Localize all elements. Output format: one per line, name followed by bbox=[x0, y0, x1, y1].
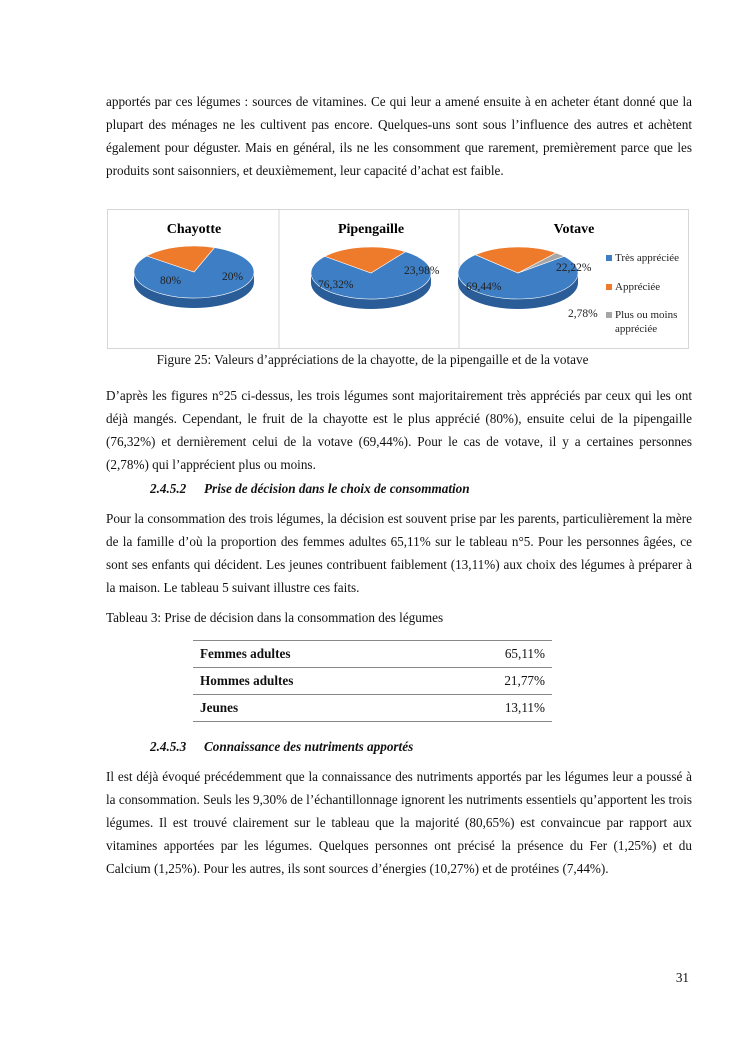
legend-label-appreciee: Appréciée bbox=[615, 281, 661, 293]
section-title: Connaissance des nutriments apportés bbox=[204, 739, 414, 754]
section-heading-decision bbox=[150, 481, 470, 497]
paragraph-decision: Pour la consommation des trois légumes, la décision est souvent prise par les parents, particulièrement la mère de la famille d’où la proportion des femmes adultes 65,11% sur le tableau n°5. Pour les personnes âgées, ce sont ses enfants qui décident. Les jeunes contribuent faiblement (13,11%) aux choix des légumes à préparer à la maison. Le tableau 5 suivant illustre ces faits. bbox=[106, 511, 692, 595]
table-caption: Tableau 3: Prise de décision dans la consommation des légumes bbox=[106, 610, 444, 625]
votave-title: Votave bbox=[553, 222, 595, 237]
pie-charts-figure bbox=[107, 209, 689, 349]
paragraph-nutriments: Il est déjà évoqué précédemment que la connaissance des nutriments apportés par les légumes leur a poussé à la consommation. Seuls les 9,30% de l’échantillonnage ignorent les nutriments essentiels qu’apportent les trois légumes. Il est trouvé clairement sur le tableau que la majorité (80,65%) est convaincue par rapport aux vitamines apportées par les légumes. Quelques personnes ont précisé la présence du Fer (1,25%) et du Calcium (1,25%). Pour les autres, ils sont sources d’énergies (10,27%) et de protéines (7,44%). bbox=[106, 769, 692, 876]
table-row bbox=[193, 668, 552, 695]
paragraph-analysis: D’après les figures n°25 ci-dessus, les trois légumes sont majoritairement très appréciés par ceux qui les ont déjà mangés. Cependant, le fruit de la chayotte est le plus apprécié (80%), ensuite celui de la pipengaille (76,32%) et dernièrement celui de la votave (69,44%). Pour le cas de votave, il y a certaines personnes (2,78%) qui l’apprécient plus ou moins. bbox=[106, 388, 692, 472]
chayotte-label-appreciee: 20% bbox=[222, 271, 244, 283]
section-number: 2.4.5.3 bbox=[150, 739, 187, 754]
decision-table bbox=[193, 640, 552, 722]
table-cell-value: 13,11% bbox=[431, 695, 552, 722]
pipengaille-label-tres: 76,32% bbox=[318, 279, 354, 291]
legend-label-plus-ou-moins-1: Plus ou moins bbox=[615, 309, 678, 321]
table-cell-label: Hommes adultes bbox=[193, 668, 431, 695]
table-cell-value: 21,77% bbox=[431, 668, 552, 695]
pipengaille-label-appreciee: 23,98% bbox=[404, 265, 440, 277]
votave-label-plus-ou-moins: 2,78% bbox=[568, 308, 598, 320]
intro-paragraph: apportés par ces légumes : sources de vitamines. Ce qui leur a amené ensuite à en acheter étant donné que la plupart des ménages ne les cultivent pas encore. Quelques-uns sont sous l’influence des autres et achètent également pour déguster. Mais en général, ils ne les consomment que rarement, premièrement parce que les produits sont saisonniers, et deuxièmement, leur capacité d’achat est faible. bbox=[106, 94, 692, 178]
legend-swatch-appreciee bbox=[606, 284, 612, 290]
section-title: Prise de décision dans le choix de consommation bbox=[204, 481, 470, 496]
table-row bbox=[193, 695, 552, 722]
table-cell-label: Femmes adultes bbox=[193, 641, 431, 668]
votave-label-appreciee: 22,22% bbox=[556, 262, 592, 274]
chayotte-label-tres: 80% bbox=[160, 275, 182, 287]
chayotte-title: Chayotte bbox=[166, 222, 222, 237]
legend-swatch-tres bbox=[606, 255, 612, 261]
votave-pie bbox=[458, 247, 578, 309]
figure-caption: Figure 25: Valeurs d’appréciations de la chayotte, de la pipengaille et de la votave bbox=[156, 352, 589, 367]
table-cell-label: Jeunes bbox=[193, 695, 431, 722]
votave-label-tres: 69,44% bbox=[466, 281, 502, 293]
pipengaille-title: Pipengaille bbox=[337, 222, 405, 237]
legend-label-tres: Très appréciée bbox=[615, 252, 680, 264]
legend-swatch-plus-ou-moins bbox=[606, 312, 612, 318]
page-number: 31 bbox=[675, 970, 689, 985]
pie-charts-svg bbox=[108, 210, 688, 348]
legend-label-plus-ou-moins-2: appréciée bbox=[615, 323, 658, 335]
table-cell-value: 65,11% bbox=[431, 641, 552, 668]
section-heading-nutriments bbox=[150, 739, 413, 755]
pipengaille-pie bbox=[311, 247, 431, 309]
section-number: 2.4.5.2 bbox=[150, 481, 187, 496]
table-row bbox=[193, 641, 552, 668]
